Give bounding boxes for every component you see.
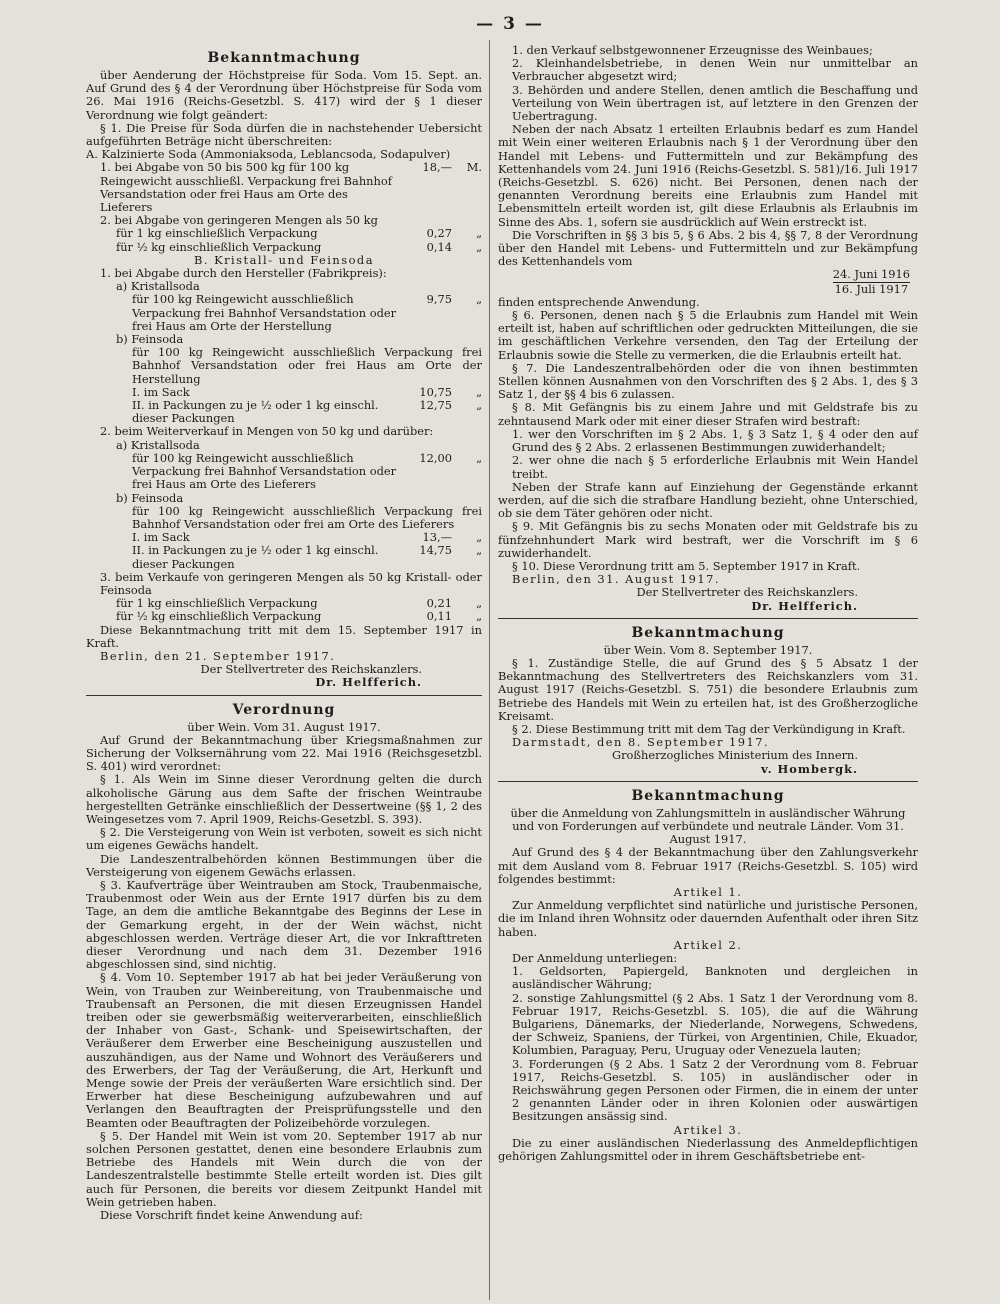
soda-b1a-text: für 100 kg Reingewicht ausschließlich Verpackung frei Bahnhof Versandstation oder frei Haus am Orte der Herstellung 9,75 „ <box>132 292 482 333</box>
zahlung-art2: Artikel 2. <box>673 937 743 952</box>
hessen-signer: v. Hombergk. <box>761 761 858 776</box>
soda-signer: Dr. Helfferich. <box>315 675 422 690</box>
zahlung-art2-1: 1. Geldsorten, Papiergeld, Banknoten und dergleichen in ausländischer Währung; <box>512 964 918 992</box>
wein-r2: 2. Kleinhandelsbetriebe, in denen Wein nur unmittelbar an Verbraucher abgesetzt wird; <box>512 56 918 84</box>
fraction-bottom: 16. Juli 1917 <box>834 281 909 296</box>
soda-b3a: für 1 kg einschließlich Verpackung 0,21 „ <box>116 596 482 611</box>
soda-final: Diese Bekanntmachung tritt mit dem 15. September 1917 in Kraft. <box>86 622 482 650</box>
soda-b1b: b) Feinsoda <box>116 332 184 347</box>
hessen-subtitle: über Wein. Vom 8. September 1917. <box>603 642 813 657</box>
wein-r7: § 7. Die Landeszentralbehörden oder die von ihnen bestimmten Stellen können Ausnahmen von den Vorschriften des § 2 Abs. 1, des § 3 Satz 1, der §§ 4 bis 6 zulassen. <box>498 360 918 402</box>
soda-b2b-ii: II. in Packungen zu je ½ oder 1 kg einschl. dieser Packungen 14,75 „ <box>132 543 482 571</box>
soda-place-date: Berlin, den 21. September 1917. <box>100 648 336 663</box>
right-column <box>498 44 918 1163</box>
soda-a2b: für ½ kg einschließlich Verpackung 0,14 „ <box>116 239 482 254</box>
soda-section-b: B. Kristall- und Feinsoda <box>193 252 375 267</box>
soda-para1: § 1. Die Preise für Soda dürfen die in nachstehender Uebersicht aufgeführten Beträge nicht überschreiten: <box>86 120 482 149</box>
wein-place-date: Berlin, den 31. August 1917. <box>512 572 720 587</box>
column-divider <box>489 40 490 1300</box>
soda-b1a: a) Kristallsoda <box>116 279 200 294</box>
hessen-p2: § 2. Diese Bestimmung tritt mit dem Tag der Verkündigung in Kraft. <box>512 721 906 736</box>
page-number: — 3 — <box>476 14 544 34</box>
wein-ordinance-cont <box>498 44 918 613</box>
soda-a2a: für 1 kg einschließlich Verpackung 0,27 „ <box>116 226 482 241</box>
wein-p3: § 3. Kaufverträge über Weintrauben am Stock, Traubenmaische, Traubenmost oder Wein aus der Ernte 1917 dürfen bis zu dem Tage, an dem die amtliche Bekanntgabe des Beginns der Lese in der Gemarkung ergeht, in der der Wein wächst, nicht abgeschlossen werden. Verträge dieser Art, die vor Inkrafttreten dieser Verordnung und nach dem 31. Dezember 1916 abgeschlossen sind, sind nichtig. <box>86 877 482 972</box>
wein-subtitle: über Wein. Vom 31. August 1917. <box>187 719 381 734</box>
wein-signer: Dr. Helfferich. <box>751 598 858 613</box>
soda-b3: 3. beim Verkaufe von geringeren Mengen als 50 kg Kristall- oder Feinsoda <box>100 569 482 597</box>
wein-p4: § 4. Vom 10. September 1917 ab hat bei jeder Veräußerung von Wein, von Trauben zur Weinbereitung, von Traubenmaische und Traubensaft an Personen, die mit diesen Erzeugnissen Handel treiben oder sie gewerbsmäßig weiterverarbeiten, einschließlich der Inhaber von Gast-, Schank- und Speisewirtschaften, der Veräußerer dem Erwerber eine Bescheinigung auszustellen und auszuhändigen, aus der Name und Wohnort des Veräußerers und des Erwerbers, der Tag der Veräußerung, die Art, Herkunft und Menge sowie der Preis der veräußerten Ware ersichtlich sind. Der Erwerber hat diese Bescheinigung aufzubewahren und auf Verlangen den Beauftragten der Preisprüfungsstelle und den Beamten oder Beauftragten der Polizeibehörde vorzulegen. <box>86 970 482 1130</box>
wein-r3: 3. Behörden und andere Stellen, denen amtlich die Beschaffung und Verteilung von Wein übertragen ist, auf letztere in den Grenzen der Uebertragung. <box>512 82 918 124</box>
left-column <box>86 44 482 1222</box>
zahlung-art2-text: Der Anmeldung unterliegen: <box>512 951 678 965</box>
zahlung-title: Bekanntmachung <box>631 787 785 804</box>
soda-b2b-i: I. im Sack 13,— „ <box>132 530 482 545</box>
wein-r1: 1. den Verkauf selbstgewonnener Erzeugnisse des Weinbaues; <box>512 43 873 57</box>
soda-section-a: A. Kalzinierte Soda (Ammoniaksoda, Leblancsoda, Sodapulver) <box>86 147 451 162</box>
wein-p5: § 5. Der Handel mit Wein ist vom 20. September 1917 ab nur solchen Personen gestattet, denen eine besondere Erlaubnis zum Betriebe des Handels mit Wein durch die von der Landeszentralstelle bestimmte Stelle erteilt worden ist. Dies gilt auch für Personen, die bereits vor diesem Zeitpunkt Handel mit Wein getrieben haben. <box>86 1128 482 1209</box>
wein-r4: Neben der nach Absatz 1 erteilten Erlaubnis bedarf es zum Handel mit Wein einer weiteren Erlaubnis nach § 1 der Verordnung über den Handel mit Lebens- und Futtermitteln und zur Bekämpfung des Kettenhandels vom 24. Juni 1916 (Reichs-Gesetzbl. S. 581)/16. Juli 1917 (Reichs-Gesetzbl. S. 626) nicht. Bei Personen, denen nach der genannten Verordnung bereits eine Erlaubnis zum Handel mit Lebensmitteln erteilt worden ist, gilt diese Erlaubnis als Erlaubnis im Sinne des Abs. 1, sofern sie ausdrücklich auf Wein erstreckt ist. <box>498 122 918 229</box>
soda-b2: 2. beim Weiterverkauf in Mengen von 50 kg und darüber: <box>100 424 434 439</box>
soda-b3b: für ½ kg einschließlich Verpackung 0,11 „ <box>116 609 482 624</box>
soda-signer-title: Der Stellvertreter des Reichskanzlers. <box>200 662 422 677</box>
hessen-notice <box>498 625 918 776</box>
wein-r5a: Die Vorschriften in §§ 3 bis 5, § 6 Abs. 2 bis 4, §§ 7, 8 der Verordnung über den Handel mit Lebens- und Futtermitteln und zur Bekämpfung des Kettenhandels vom <box>498 227 918 269</box>
wein-intro: Auf Grund der Bekanntmachung über Kriegsmaßnahmen zur Sicherung der Volksernährung vom 22. Mai 1916 (Reichsgesetzbl. S. 401) wird verordnet: <box>86 732 482 774</box>
zahlung-intro: Auf Grund des § 4 der Bekanntmachung über den Zahlungsverkehr mit dem Ausland vom 8. Februar 1917 (Reichs-Gesetzbl. S. 105) wird folgendes bestimmt: <box>498 845 918 886</box>
wein-p2: § 2. Die Versteigerung von Wein ist verboten, soweit es sich nicht um eigenes Gewächs handelt. <box>86 825 482 853</box>
fraction-top: 24. Juni 1916 <box>832 267 910 282</box>
wein-r6: § 6. Personen, denen nach § 5 die Erlaubnis zum Handel mit Wein erteilt ist, haben auf schriftlichen oder gedruckten Mitteilungen, die sie im geschäftlichen Verkehre versenden, den Tag der Erteilung der Erlaubnis sowie die Stelle zu vermerken, die die Erlaubnis erteilt hat. <box>498 308 918 362</box>
soda-b1b-text: für 100 kg Reingewicht ausschließlich Verpackung frei Bahnhof Versandstation oder frei Haus am Orte der Herstellung <box>132 345 482 386</box>
wein-r8: § 8. Mit Gefängnis bis zu einem Jahre und mit Geldstrafe bis zu zehntausend Mark oder mit einer dieser Strafen wird bestraft: <box>498 400 918 428</box>
section-rule <box>498 618 918 619</box>
hessen-place-date: Darmstadt, den 8. September 1917. <box>512 735 770 750</box>
wein-signer-title: Der Stellvertreter des Reichskanzlers. <box>636 585 858 600</box>
wein-p5b: Diese Vorschrift findet keine Anwendung auf: <box>100 1208 363 1223</box>
hessen-p1: § 1. Zuständige Stelle, die auf Grund des § 5 Absatz 1 der Bekanntmachung des Stellvertreters des Reichskanzlers vom 31. August 1917 (Reichs-Gesetzbl. S. 751) die besondere Erlaubnis zum Betriebe des Handels mit Wein zu erteilen hat, ist des Großherzogliche Kreisamt. <box>498 655 918 723</box>
zahlung-art3: Artikel 3. <box>673 1122 743 1137</box>
wein-title: Verordnung <box>232 701 336 718</box>
wein-p2b: Die Landeszentralbehörden können Bestimmungen über die Versteigerung von eigenem Gewächs erlassen. <box>86 851 482 879</box>
wein-r5-fraction <box>498 268 918 295</box>
zahlung-art3-text: Die zu einer ausländischen Niederlassung des Anmeldepflichtigen gehörigen Zahlungsmittel oder in ihrem Geschäftsbetriebe ent- <box>498 1135 918 1164</box>
soda-b2b-text: für 100 kg Reingewicht ausschließlich Verpackung frei Bahnhof Versandstation oder frei am Orte des Lieferers <box>132 503 482 531</box>
zahlung-subtitle: über die Anmeldung von Zahlungsmitteln in ausländischer Währung und von Forderungen auf verbündete und neutrale Länder. Vom 31. August 1917. <box>510 805 906 847</box>
soda-b2a-text: für 100 kg Reingewicht ausschließlich Verpackung frei Bahnhof Versandstation oder frei Haus am Orte des Lieferers 12,00 „ <box>132 450 482 492</box>
wein-p1: § 1. Als Wein im Sinne dieser Verordnung gelten die durch alkoholische Gärung aus dem Safte der frischen Weintraube hergestellten Getränke einschließlich der Dessertweine (§§ 1, 2 des Weingesetzes vom 7. April 1909, Reichs-Gesetzbl. S. 393). <box>86 772 482 826</box>
soda-b1: 1. bei Abgabe durch den Hersteller (Fabrikpreis): <box>100 266 387 281</box>
soda-title: Bekanntmachung <box>207 50 361 66</box>
zahlung-art1: Artikel 1. <box>673 884 743 899</box>
soda-intro: über Aenderung der Höchstpreise für Soda. Vom 15. Sept. an. Auf Grund des § 4 der Verordnung über Höchstpreise für Soda vom 26. Mai 1916 (Reichs-Gesetzbl. S. 417) wird der § 1 dieser Verordnung wie folgt geändert: <box>86 68 482 122</box>
zahlung-art2-2: 2. sonstige Zahlungsmittel (§ 2 Abs. 1 Satz 1 der Verordnung vom 8. Februar 1917, Reichs-Gesetzbl. S. 105), die auf die Währung Bulgariens, Dänemarks, der Niederlande, Norwegens, Schwedens, der Schweiz, Spaniens, der Türkei, von Argentinien, Chile, Ekuador, Kolumbien, Paraguay, Peru, Uruguay oder Venezuela lauten; <box>512 990 918 1058</box>
wein-r9: § 9. Mit Gefängnis bis zu sechs Monaten oder mit Geldstrafe bis zu fünfzehnhundert Mark wird bestraft, wer die Vorschrift im § 6 zuwiderhandelt. <box>498 519 918 560</box>
soda-b1b-ii: II. in Packungen zu je ½ oder 1 kg einschl. dieser Packungen 12,75 „ <box>132 398 482 426</box>
wein-r10: § 10. Diese Verordnung tritt am 5. September 1917 in Kraft. <box>512 558 861 573</box>
zahlung-art2-3: 3. Forderungen (§ 2 Abs. 1 Satz 2 der Verordnung vom 8. Februar 1917, Reichs-Gesetzbl. S. 105) in ausländischer oder in Reichswährung gegen Personen oder Firmen, die in einem der unter 2 genannten Länder oder in ihren Kolonien oder auswärtigen Besitzungen ansässig sind. <box>512 1056 918 1124</box>
wein-r8-2: 2. wer ohne die nach § 5 erforderliche Erlaubnis mit Wein Handel treibt. <box>512 453 918 481</box>
hessen-signer-title: Großherzogliches Ministerium des Innern. <box>612 748 858 763</box>
wein-r8-3: Neben der Strafe kann auf Einziehung der Gegenstände erkannt werden, auf die sich die strafbare Handlung bezieht, ohne Unterschied, ob sie dem Täter gehören oder nicht. <box>498 479 918 521</box>
soda-b2b: b) Feinsoda <box>116 490 184 505</box>
wein-ordinance <box>86 702 482 1223</box>
soda-b2a: a) Kristallsoda <box>116 437 200 452</box>
wein-r5b: finden entsprechende Anwendung. <box>498 294 700 309</box>
zahlung-notice <box>498 788 918 1163</box>
soda-a1: 1. bei Abgabe von 50 bis 500 kg für 100 kg Reingewicht ausschließl. Verpackung frei Bahnhof Versandstation oder frei Haus am Orte des Lieferers 18,— M. <box>100 160 482 215</box>
section-rule <box>498 781 918 782</box>
soda-b1b-i: I. im Sack 10,75 „ <box>132 384 482 399</box>
soda-notice <box>86 50 482 690</box>
section-rule <box>86 695 482 696</box>
hessen-title: Bekanntmachung <box>631 624 785 641</box>
wein-r8-1: 1. wer den Vorschriften im § 2 Abs. 1, § 3 Satz 1, § 4 oder den auf Grund des § 2 Abs. 2 erlassenen Bestimmungen zuwiderhandelt; <box>512 426 918 455</box>
soda-a2: 2. bei Abgabe von geringeren Mengen als 50 kg <box>100 213 378 228</box>
zahlung-art1-text: Zur Anmeldung verpflichtet sind natürliche und juristische Personen, die im Inland ihren Wohnsitz oder dauernden Aufenthalt oder ihren Sitz haben. <box>498 898 918 939</box>
